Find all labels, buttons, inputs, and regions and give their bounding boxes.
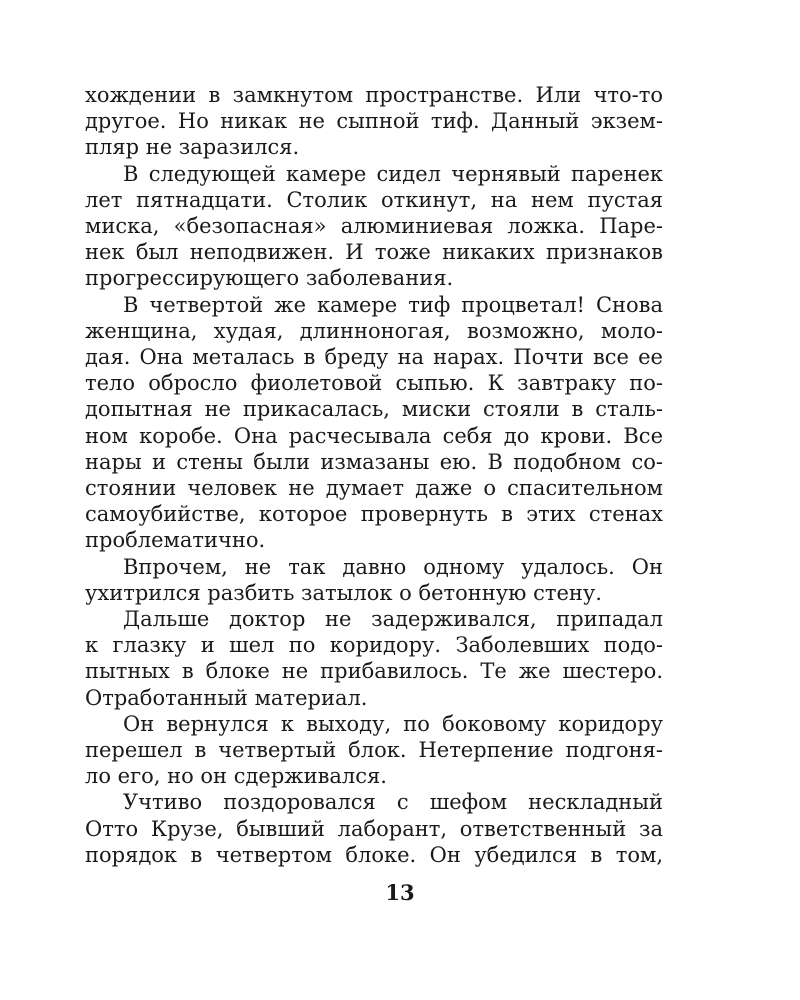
text-line: В следующей камере сидел чернявый паренек: [123, 161, 663, 186]
text-line: к глазку и шел по коридору. Заболевших подо-: [85, 633, 663, 658]
text-line: Он вернулся к выходу, по боковому коридору: [123, 711, 663, 736]
paragraph: [85, 161, 663, 292]
text-line: В четвертой же камере тиф процветал! Снова: [123, 292, 663, 317]
text-line: хождении в замкнутом пространстве. Или что-то: [85, 83, 663, 107]
text-line: другое. Но никак не сыпной тиф. Данный экзем-: [85, 109, 663, 134]
paragraph: [85, 789, 663, 868]
text-line: пляр не заразился.: [85, 135, 300, 160]
text-line: ном коробе. Она расчесывала себя до крови. Все: [85, 423, 663, 448]
body-text: [85, 82, 663, 868]
paragraph: [85, 82, 663, 161]
text-line: Отто Крузе, бывший лаборант, ответственный за: [85, 816, 663, 841]
text-line: Дальше доктор не задерживался, припадал: [123, 607, 663, 632]
text-line: стоянии человек не думает даже о спасительном: [85, 476, 663, 501]
text-line: ло его, но он сдерживался.: [85, 764, 387, 789]
text-line: ухитрился разбить затылок о бетонную стену.: [85, 580, 602, 605]
text-line: миска, «безопасная» алюминиевая ложка. Паре-: [85, 214, 663, 239]
paragraph: [85, 711, 663, 790]
text-line: дая. Она металась в бреду на нарах. Почти все ее: [85, 345, 663, 370]
text-line: прогрессирующего заболевания.: [85, 266, 454, 291]
text-line: нары и стены были измазаны ею. В подобном со-: [85, 449, 663, 474]
text-line: порядок в четвертом блоке. Он убедился в том,: [85, 842, 663, 867]
text-line: тело обросло фиолетовой сыпью. К завтраку по-: [85, 371, 663, 396]
text-line: лет пятнадцати. Столик откинут, на нем пустая: [85, 187, 663, 212]
text-line: самоубийстве, которое провернуть в этих стенах: [85, 502, 663, 527]
paragraph: [85, 606, 663, 711]
page-number: 13: [385, 880, 415, 905]
text-line: нек был неподвижен. И тоже никаких признаков: [85, 240, 663, 265]
text-line: Учтиво поздоровался с шефом нескладный: [123, 790, 663, 815]
paragraph: [85, 554, 663, 606]
text-line: перешел в четвертый блок. Нетерпение подгоня-: [85, 738, 663, 763]
text-line: допытная не прикасалась, миски стояли в сталь-: [85, 397, 663, 422]
text-line: пытных в блоке не прибавилось. Те же шестеро.: [85, 659, 663, 684]
text-line: проблематично.: [85, 528, 266, 553]
paragraph: [85, 292, 663, 554]
text-line: Отработанный материал.: [85, 685, 368, 710]
text-line: женщина, худая, длинноногая, возможно, моло-: [85, 318, 663, 343]
text-line: Впрочем, не так давно одному удалось. Он: [123, 554, 663, 579]
